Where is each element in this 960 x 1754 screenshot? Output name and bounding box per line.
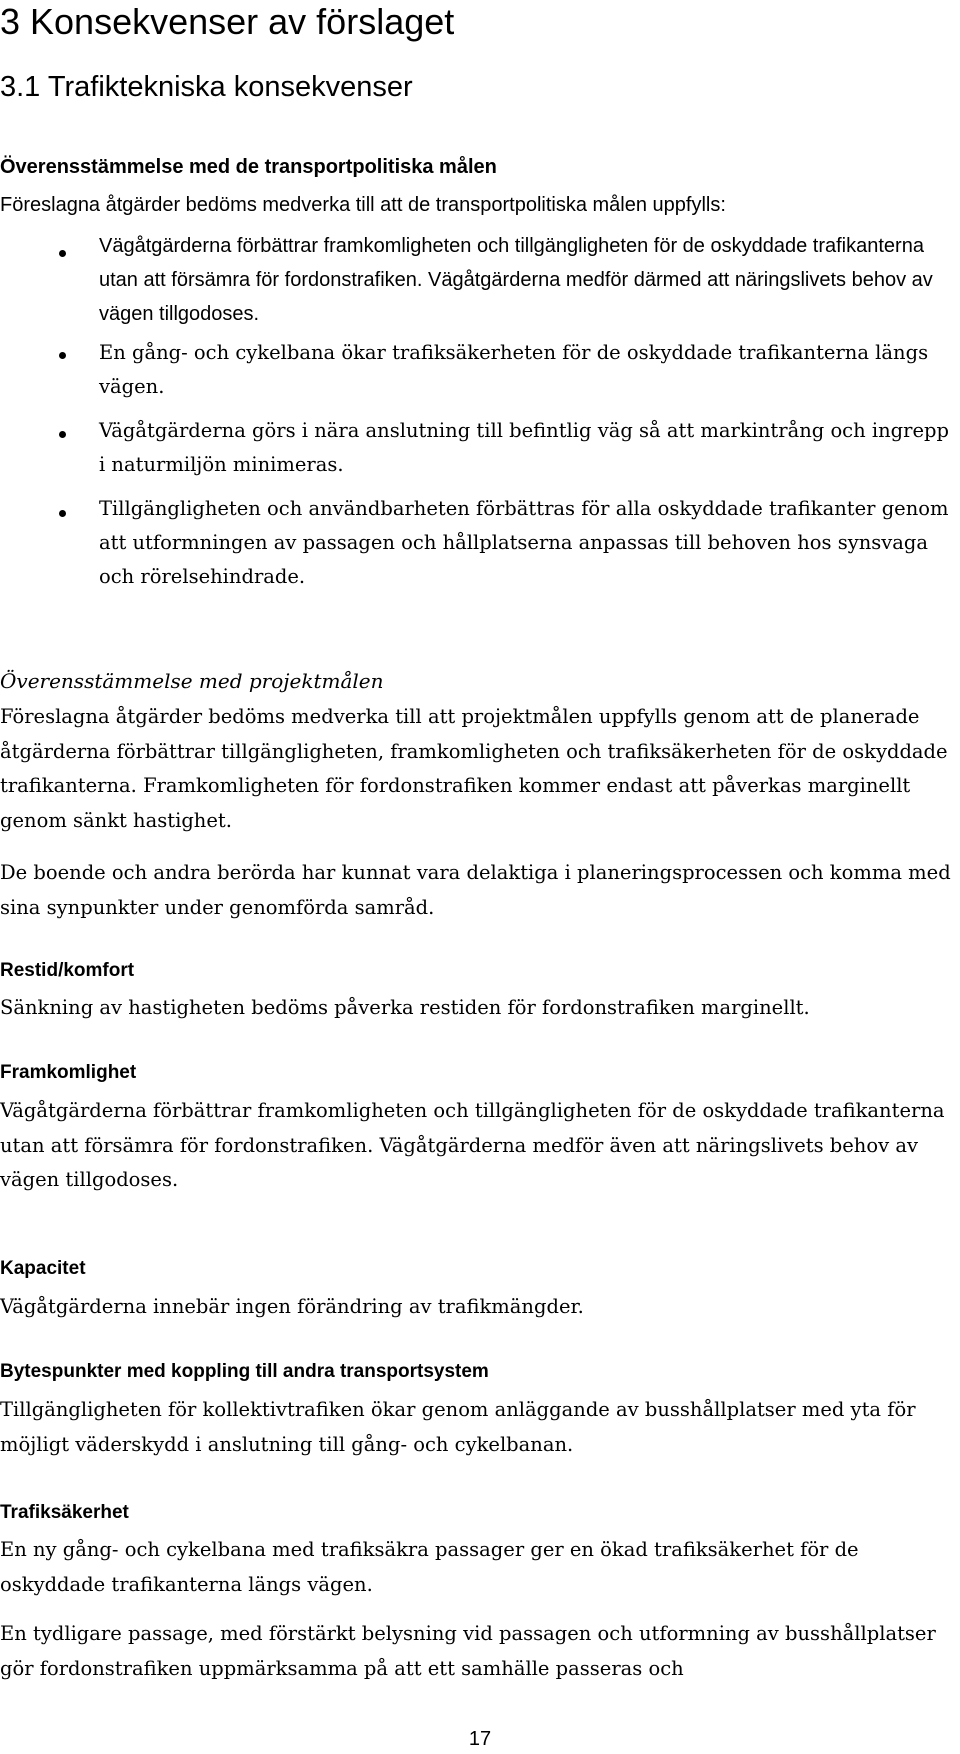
bullet-text: En gång- och cykelbana ökar trafiksäkerheten för de oskyddade trafikanterna längs vägen. — [99, 341, 929, 398]
bullet-icon — [59, 352, 66, 359]
chapter-heading: 3 Konsekvenser av förslaget — [0, 1, 455, 42]
projektmal-heading: Överensstämmelse med projektmålen — [0, 669, 384, 693]
projektmal-paragraph: De boende och andra berörda har kunnat vara delaktiga i planeringsprocessen och komma med sina synpunkter under genomförda samråd. — [0, 861, 951, 919]
kapacitet-text: Vägåtgärderna innebär ingen förändring av trafikmängder. — [0, 1295, 584, 1318]
trafiksakerhet-paragraph: En tydligare passage, med förstärkt belysning vid passagen och utformning av busshållplatser gör fordonstrafiken uppmärksamma på att ett samhälle passeras och — [0, 1622, 936, 1680]
bullet-icon — [59, 431, 66, 438]
bullet-icon — [59, 250, 66, 257]
bullet-text: Vägåtgärderna görs i nära anslutning till befintlig väg så att markintrång och ingrepp i naturmiljön minimeras. — [99, 419, 949, 476]
trafiksakerhet-paragraph: En ny gång- och cykelbana med trafiksäkra passager ger en ökad trafiksäkerhet för de oskyddade trafikanterna längs vägen. — [0, 1538, 859, 1596]
trafiksakerhet-heading: Trafiksäkerhet — [0, 1502, 129, 1523]
bullet-text: Tillgängligheten och användbarheten förbättras för alla oskyddade trafikanter genom att utformningen av passagen och hållplatserna anpassas till behoven hos synsvaga och rörelsehindrade. — [99, 497, 949, 588]
restid-heading: Restid/komfort — [0, 960, 135, 981]
transportpolitik-lead: Föreslagna åtgärder bedöms medverka till att de transportpolitiska målen uppfylls: — [0, 194, 726, 216]
transportpolitik-heading: Överensstämmelse med de transportpolitiska målen — [0, 156, 497, 178]
kapacitet-heading: Kapacitet — [0, 1258, 86, 1279]
projektmal-paragraph: Föreslagna åtgärder bedöms medverka till att projektmålen uppfylls genom att de planerade åtgärderna förbättrar tillgängligheten, framkomligheten och trafiksäkerheten för de oskyddade trafikanterna. Framkomligheten för fordonstrafiken kommer endast att påverkas marginellt genom sänkt hastighet. — [0, 705, 948, 832]
page-number: 17 — [468, 1728, 492, 1750]
bytespunkter-heading: Bytespunkter med koppling till andra transportsystem — [0, 1361, 489, 1382]
section-heading: 3.1 Trafiktekniska konsekvenser — [0, 71, 413, 103]
bytespunkter-text: Tillgängligheten för kollektivtrafiken ökar genom anläggande av busshållplatser med yta för möjligt väderskydd i anslutning till gång- och cykelbanan. — [0, 1398, 916, 1456]
restid-text: Sänkning av hastigheten bedöms påverka restiden för fordonstrafiken marginellt. — [0, 996, 810, 1019]
framkomlighet-heading: Framkomlighet — [0, 1062, 137, 1083]
bullet-icon — [59, 510, 66, 517]
framkomlighet-text: Vägåtgärderna förbättrar framkomligheten och tillgängligheten för de oskyddade trafikanterna utan att försämra för fordonstrafiken. Vägåtgärderna medför även att näringslivets behov av vägen tillgodoses. — [0, 1099, 945, 1191]
bullet-text: Vägåtgärderna förbättrar framkomligheten och tillgängligheten för de oskyddade trafikanterna utan att försämra för fordonstrafiken. Vägåtgärderna medför därmed att näringslivets behov av vägen tillgodoses. — [99, 235, 933, 325]
